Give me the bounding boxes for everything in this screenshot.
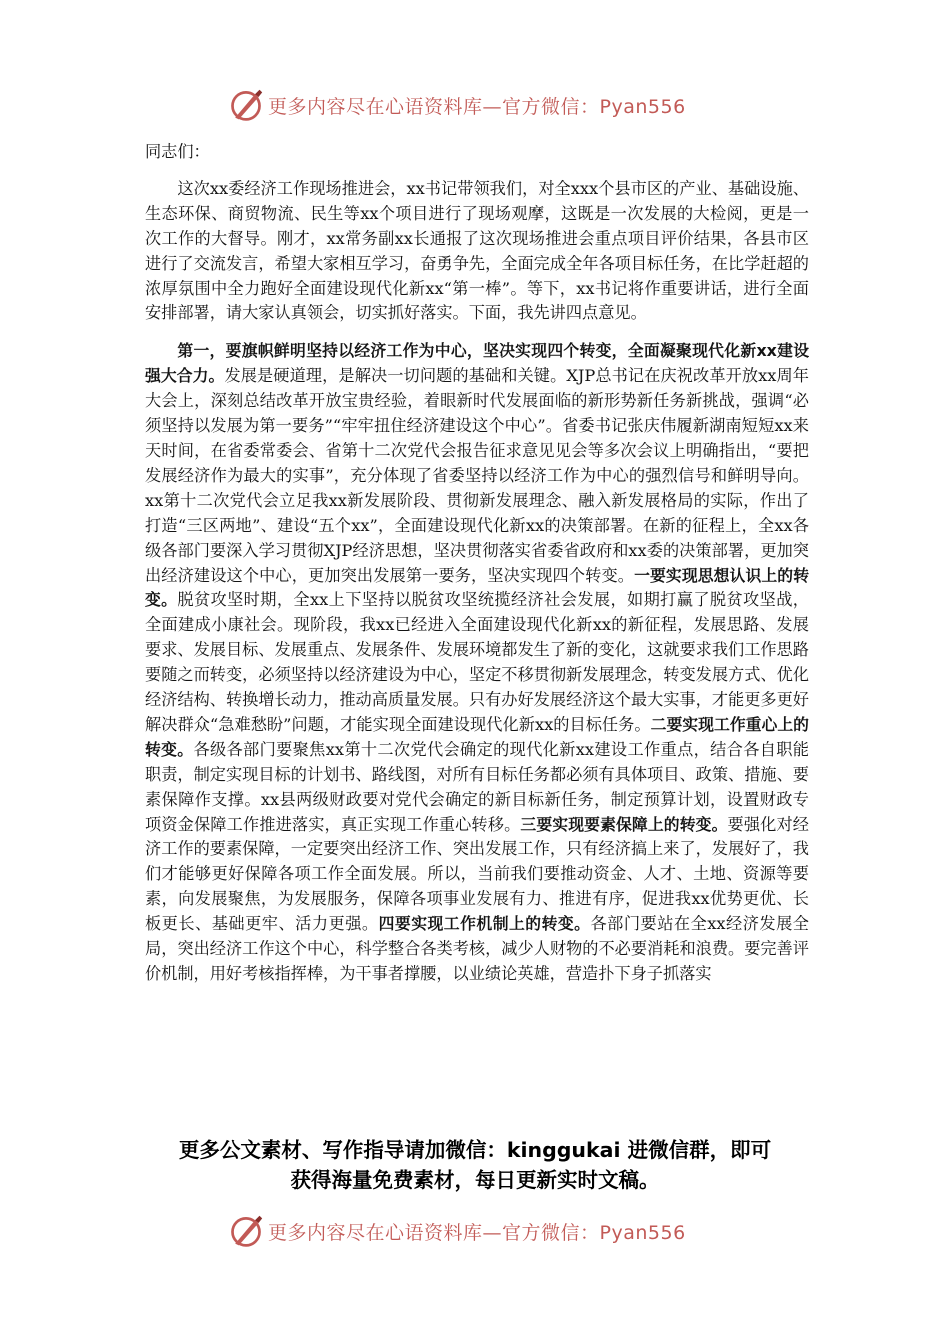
intro-paragraph: 这次xx委经济工作现场推进会，xx书记带领我们，对全xxx个县市区的产业、基础设施、生态环保、商贸物流、民生等xx个项目进行了现场观摩，这既是一次发展的大检阅，更是一次工作的大督导。刚才，xx常务副xx长通报了这次现场推进会重点项目评价结果，各县市区进行了交流发言，希望大家相互学习，奋勇争先，全面完成全年各项目标任务，在比学赶超的浓厚氛围中全力跑好全面建设现代化新xx“第一棒”。等下，xx书记将作重要讲话，进行全面安排部署，请大家认真领会，切实抓好落实。下面，我先讲四点意见。	[145, 178, 809, 323]
pen-circle-icon	[228, 87, 264, 123]
watermark-text: 更多内容尽在心语资料库—官方微信：Pyan556	[268, 1221, 686, 1244]
main-paragraph	[145, 339, 809, 987]
sub2-body: 各级各部门要聚焦xx第十二次党代会确定的现代化新xx建设工作重点，结合各自职能职责，制定实现目标的计划书、路线图，对所有目标任务都必须有具体项目、政策、措施、要素保障作支撑。xx县两级财政要对党代会确定的新目标新任务，制定预算计划，设置财政专项资金保障工作推进落实，真正实现工作重心转移。	[145, 739, 809, 834]
watermark-footer	[228, 1210, 768, 1252]
promo-line-2: 获得海量免费素材，每日更新实时文稿。	[290, 1168, 660, 1192]
watermark-wechat-id: Pyan556	[599, 95, 686, 118]
point1-heading: 第一，要旗帜鲜明坚持以经济工作为中心，坚决实现四个转变，全面凝聚现代化新xx建设强大合力。	[145, 341, 809, 386]
point1-body: 发展是硬道理，是解决一切问题的基础和关键。XJP总书记在庆祝改革开放xx周年大会上，深刻总结改革开放宝贵经验，着眼新时代发展面临的新形势新任务新挑战，强调“必须坚持以发展为第一要务”“牢牢扭住经济建设这个中心”。省委书记张庆伟履新湖南短短xx来天时间，在省委常委会、省第十二次党代会报告征求意见见会等多次会议上明确指出，“要把发展经济作为最大的实事”，充分体现了省委坚持以经济工作为中心的强烈信号和鲜明导向。xx第十二次党代会立足我xx新发展阶段、贯彻新发展理念、融入新发展格局的实际，作出了打造“三区两地”、建设“五个xx”，全面建设现代化新xx的决策部署。在新的征程上，全xx各级各部门要深入学习贯彻XJP经济思想，坚决贯彻落实省委省政府和xx委的决策部署，更加突出经济建设这个中心，更加突出发展第一要务，坚决实现四个转变。	[145, 366, 809, 585]
pen-circle-icon	[228, 1213, 264, 1249]
watermark-header	[228, 84, 768, 126]
sub4-body: 各部门要站在全xx经济发展全局，突出经济工作这个中心，科学整合各类考核，减少人财物的不必要消耗和浪费。要完善评价机制，用好考核指挥棒，为干事者撑腰，以业绩论英雄，营造扑下身子抓落实	[145, 914, 809, 983]
watermark-wechat-id: Pyan556	[599, 1221, 686, 1244]
sub3-heading: 三要实现要素保障上的转变。	[520, 814, 728, 834]
sub1-body: 脱贫攻坚时期，全xx上下坚持以脱贫攻坚统揽经济社会发展，如期打赢了脱贫攻坚战，全面建成小康社会。现阶段，我xx已经进入全面建设现代化新xx的新征程，发展思路、发展要求、发展目标、发展重点、发展条件、发展环境都发生了新的变化，这就要求我们工作思路要随之而转变，必须坚持以经济建设为中心，坚定不移贯彻新发展理念，转变发展方式、优化经济结构、转换增长动力，推动高质量发展。只有办好发展经济这个最大实事，才能更多更好解决群众“急难愁盼”问题，才能实现全面建设现代化新xx的目标任务。	[145, 590, 809, 734]
promo-line-1: 更多公文素材、写作指导请加微信：kinggukai 进微信群，即可	[178, 1138, 772, 1162]
sub1-heading: 一要实现思想认识上的转变。	[145, 565, 809, 610]
sub2-heading: 二要实现工作重心上的转变。	[145, 714, 809, 759]
promo-block	[135, 1135, 815, 1195]
salutation: 同志们：	[145, 142, 210, 161]
sub3-body: 要强化对经济工作的要素保障，一定要突出经济工作、突出发展工作，只有经济搞上来了，发展好了，我们才能够更好保障各项工作全面发展。所以，当前我们要推动资金、人才、土地、资源等要素，向发展聚焦，为发展服务，保障各项事业发展有力、推进有序，促进我xx优势更优、长板更长、基础更牢、活力更强。	[145, 814, 809, 934]
document-body	[145, 140, 809, 987]
watermark-text: 更多内容尽在心语资料库—官方微信：Pyan556	[268, 95, 686, 118]
sub4-heading: 四要实现工作机制上的转变。	[378, 914, 591, 934]
